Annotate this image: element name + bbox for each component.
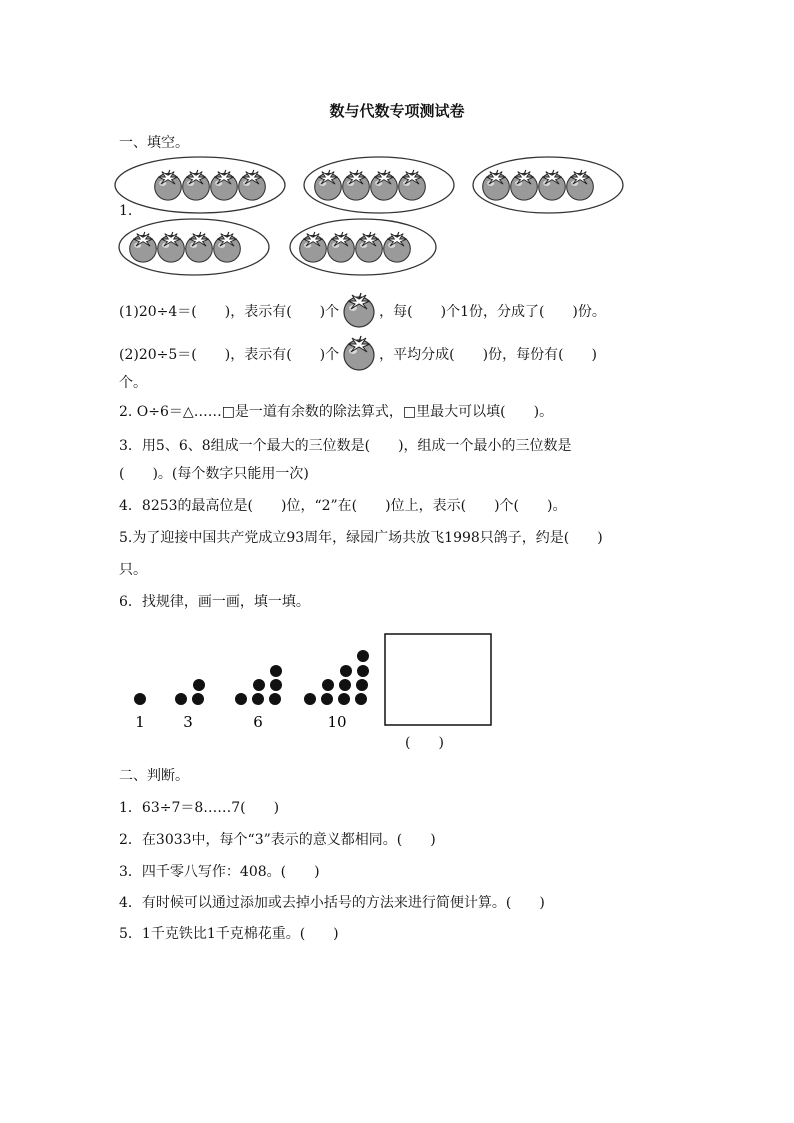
dot-group-1	[134, 693, 146, 705]
dot-group-6	[235, 665, 282, 705]
question-6: 6．找规律，画一画，填一填。	[119, 594, 310, 610]
section-2-heading: 二、判断。	[119, 768, 189, 784]
judgment-item-2: 2．在3033中，每个“3”表示的意义都相同。( )	[119, 832, 436, 848]
answer-drawing-box	[385, 634, 491, 725]
judgment-item-4: 4．有时候可以通过添加或去掉小括号的方法来进行简便计算。( )	[119, 895, 545, 911]
question-1-1-part-b: ，每( )个1份，分成了( )份。	[379, 304, 606, 320]
judgment-item-5: 5．1千克铁比1千克棉花重。( )	[119, 926, 339, 942]
judgment-item-3: 3．四千零八写作：408。( )	[119, 864, 320, 880]
question-1-number: 1.	[119, 203, 133, 219]
pattern-label-3: 6	[253, 713, 263, 731]
dot-group-10	[304, 650, 369, 705]
question-1-2-part-b: ，平均分成( )份，每份有( )	[379, 347, 597, 363]
question-5-line-2: 只。	[119, 562, 147, 578]
pattern-label-1: 1	[135, 713, 145, 731]
page-title: 数与代数专项测试卷	[329, 102, 465, 120]
question-1-2-continuation: 个。	[119, 375, 147, 391]
question-4: 4．8253的最高位是( )位，“2”在( )位上，表示( )个( )。	[119, 498, 567, 514]
question-2: 2. O÷6＝△……□是一道有余数的除法算式，□里最大可以填( )。	[119, 404, 554, 420]
judgment-item-1: 1．63÷7＝8……7( )	[119, 800, 280, 816]
question-3-line-2: ( )。(每个数字只能用一次)	[119, 466, 309, 482]
question-1-2-part-a: (2)20÷5＝( )，表示有( )个	[119, 347, 340, 363]
answer-parenthesis: ( )	[405, 735, 444, 751]
pattern-label-2: 3	[183, 713, 193, 731]
question-5-line-1: 5.为了迎接中国共产党成立93周年，绿园广场共放飞1998只鸽子，约是( )	[119, 530, 603, 546]
section-1-heading: 一、填空。	[119, 135, 189, 151]
dot-group-3	[175, 679, 205, 705]
pattern-label-4: 10	[327, 713, 347, 731]
question-3-line-1: 3．用5、6、8组成一个最大的三位数是( )，组成一个最小的三位数是	[119, 438, 572, 454]
question-1-1-part-a: (1)20÷4＝( )，表示有( )个	[119, 304, 340, 320]
